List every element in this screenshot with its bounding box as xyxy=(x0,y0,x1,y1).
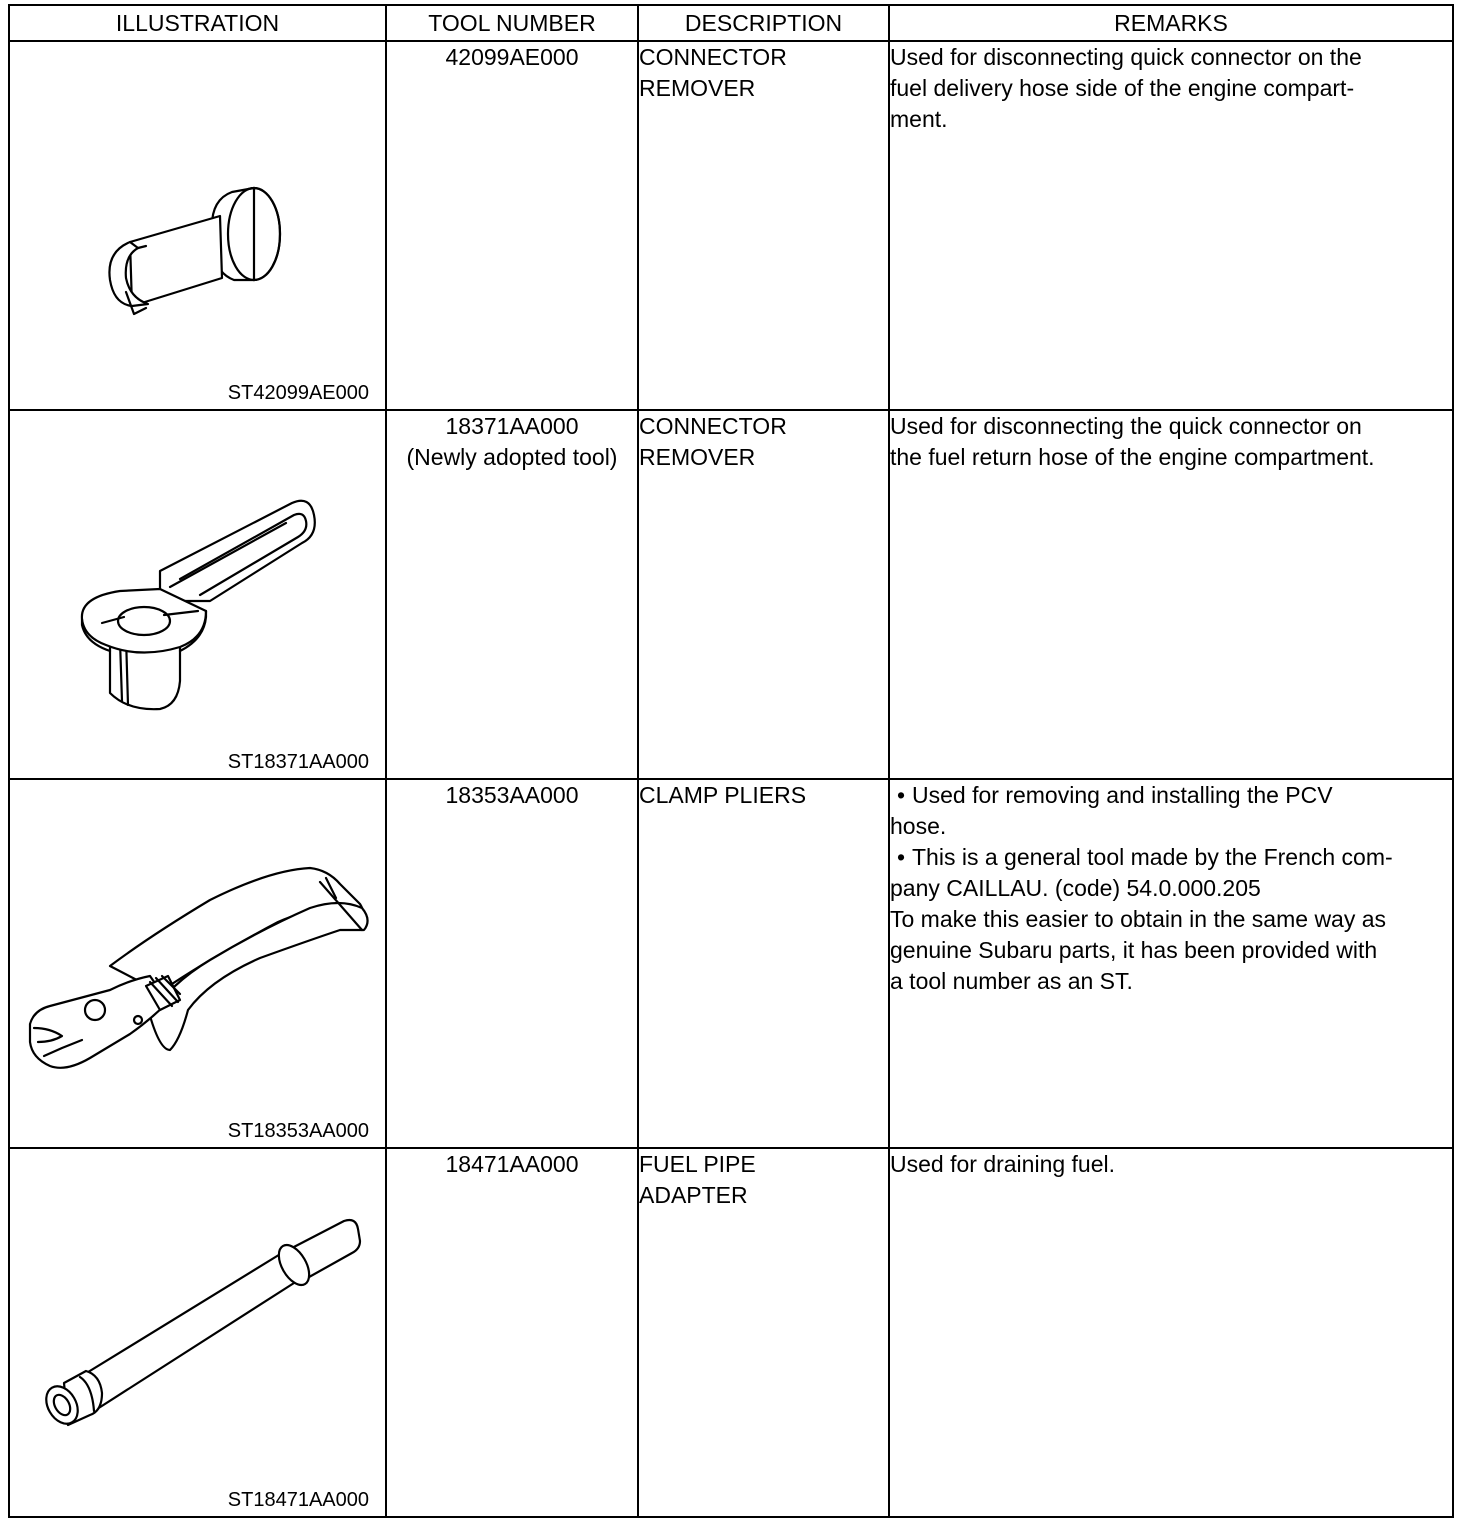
fuel-pipe-adapter-icon xyxy=(10,1149,387,1516)
st-code-label: ST18353AA000 xyxy=(227,1120,369,1142)
remarks-line: To make this easier to obtain in the same way as xyxy=(890,906,1387,932)
tool-number-note: (Newly adopted tool) xyxy=(406,444,618,470)
tool-number: 18471AA000 xyxy=(445,1151,579,1177)
description-line: CLAMP PLIERS xyxy=(639,782,807,808)
description-line: REMOVER xyxy=(639,444,756,470)
connector-remover-sleeve-icon xyxy=(10,42,387,409)
header-description: DESCRIPTION xyxy=(638,5,889,41)
table-row xyxy=(9,41,1453,410)
illustration-cell xyxy=(9,779,386,1148)
remarks-line: the fuel return hose of the engine compartment. xyxy=(890,444,1375,470)
remarks-cell xyxy=(889,410,1453,779)
tool-number-cell xyxy=(386,410,638,779)
header-illustration: ILLUSTRATION xyxy=(9,5,386,41)
table-row xyxy=(9,779,1453,1148)
table-header-row xyxy=(9,5,1453,41)
table-row xyxy=(9,410,1453,779)
description-cell xyxy=(638,1148,889,1517)
remarks-bullet-line: • This is a general tool made by the French com- xyxy=(890,842,1452,873)
remarks-line: genuine Subaru parts, it has been provided with xyxy=(890,937,1378,963)
description-cell xyxy=(638,779,889,1148)
illustration-cell xyxy=(9,41,386,410)
tool-number-cell xyxy=(386,779,638,1148)
description-line: REMOVER xyxy=(639,75,756,101)
st-code-label: ST18471AA000 xyxy=(227,1489,369,1511)
description-line: FUEL PIPE xyxy=(639,1151,756,1177)
description-cell xyxy=(638,41,889,410)
st-code-label: ST18371AA000 xyxy=(227,751,369,773)
remarks-bullet-line: • Used for removing and installing the PCV xyxy=(890,780,1452,811)
remarks-cell xyxy=(889,1148,1453,1517)
st-code-label: ST42099AE000 xyxy=(227,382,369,404)
header-remarks: REMARKS xyxy=(889,5,1453,41)
remarks-line: Used for disconnecting the quick connector on xyxy=(890,413,1362,439)
description-line: ADAPTER xyxy=(639,1182,748,1208)
remarks-line: fuel delivery hose side of the engine compart- xyxy=(890,75,1355,101)
header-tool-number: TOOL NUMBER xyxy=(386,5,638,41)
tool-number: 42099AE000 xyxy=(445,44,579,70)
remarks-line: a tool number as an ST. xyxy=(890,968,1133,994)
remarks-line: Used for draining fuel. xyxy=(890,1151,1116,1177)
description-line: CONNECTOR xyxy=(639,413,787,439)
illustration-cell xyxy=(9,1148,386,1517)
description-cell xyxy=(638,410,889,779)
remarks-line: hose. xyxy=(890,813,947,839)
description-line: CONNECTOR xyxy=(639,44,787,70)
remarks-line: Used for disconnecting quick connector on the xyxy=(890,44,1362,70)
table-row xyxy=(9,1148,1453,1517)
connector-remover-fork-icon xyxy=(10,411,387,778)
tool-number-cell xyxy=(386,1148,638,1517)
tool-number: 18353AA000 xyxy=(445,782,579,808)
remarks-line: pany CAILLAU. (code) 54.0.000.205 xyxy=(890,875,1261,901)
tool-number: 18371AA000 xyxy=(445,413,579,439)
special-tools-table xyxy=(8,4,1454,1518)
clamp-pliers-icon xyxy=(10,780,387,1147)
tool-number-cell xyxy=(386,41,638,410)
remarks-line: ment. xyxy=(890,106,948,132)
remarks-cell xyxy=(889,779,1453,1148)
remarks-cell xyxy=(889,41,1453,410)
illustration-cell xyxy=(9,410,386,779)
